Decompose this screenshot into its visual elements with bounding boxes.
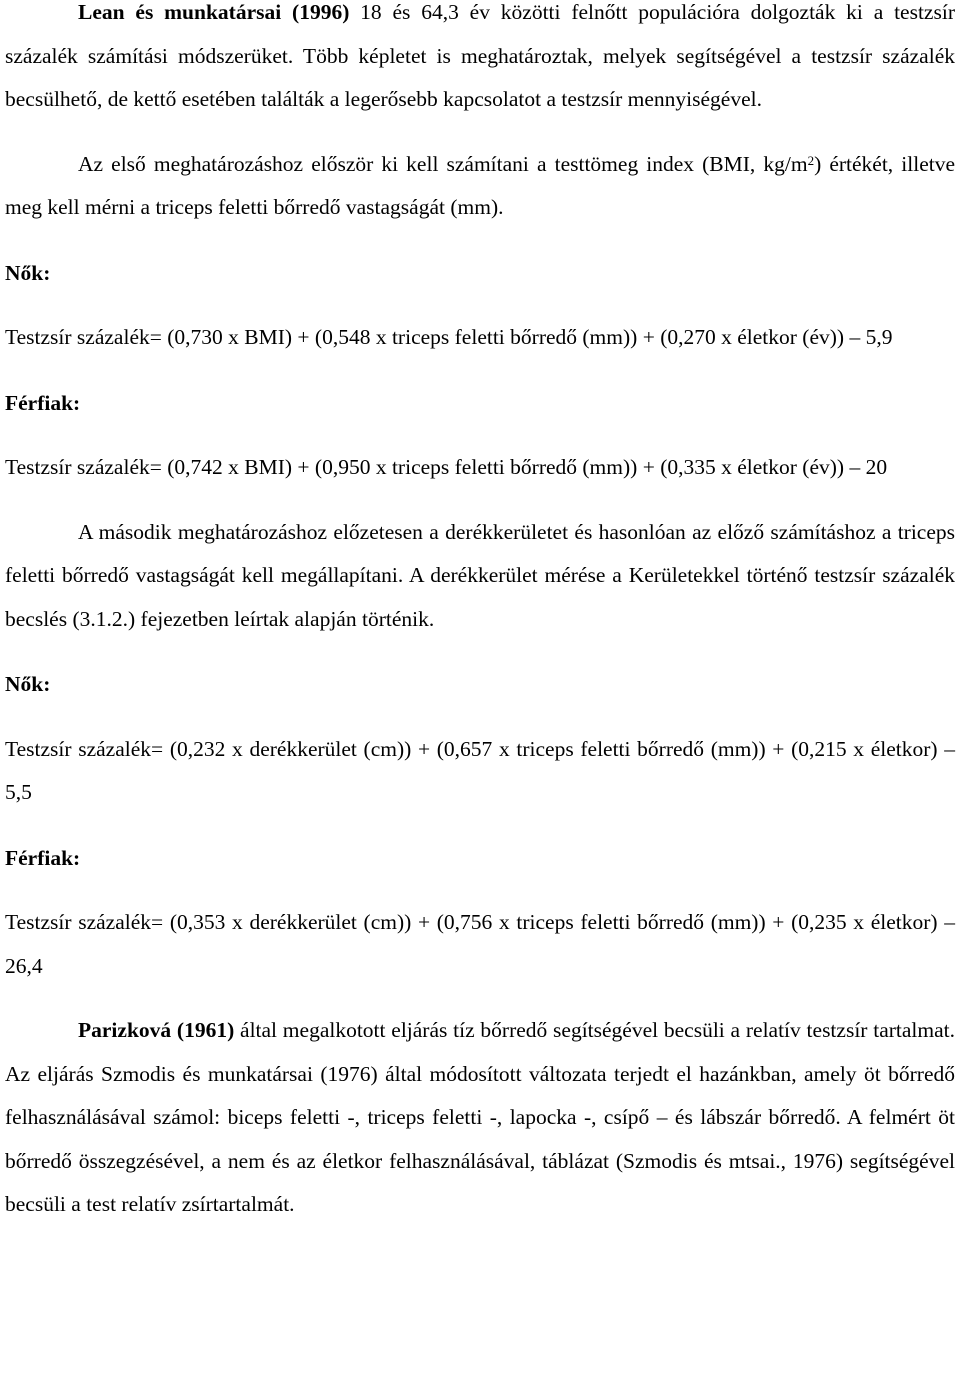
- author-citation-parizkova: Parizková (1961): [78, 1018, 235, 1042]
- women-heading-1: Nők:: [5, 260, 51, 285]
- paragraph-lean: [5, 0, 955, 122]
- author-citation-lean: Lean és munkatársai (1996): [78, 0, 350, 24]
- formula-women-2: Testzsír százalék= (0,232 x derékkerület (cm)) + (0,657 x triceps feletti bőrredő (mm)) + (0,215 x életkor) – 5,5: [5, 736, 955, 804]
- formula-men-1: Testzsír százalék= (0,742 x BMI) + (0,950 x triceps feletti bőrredő (mm)) + (0,335 x életkor (év)) – 20: [5, 455, 888, 479]
- women-heading-2: Nők:: [5, 672, 51, 696]
- paragraph-first-method-text-b: ) értékét, illetve meg kell mérni a triceps feletti bőrredő vastagságát (mm).: [5, 151, 955, 219]
- formula-men-2: Testzsír százalék= (0,353 x derékkerület (cm)) + (0,756 x triceps feletti bőrredő (mm)) + (0,235 x életkor) – 26,4: [5, 910, 955, 978]
- paragraph-first-method-text-a: Az első meghatározáshoz először ki kell számítani a testtömeg index (BMI, kg/m: [78, 151, 808, 176]
- superscript-2: 2: [807, 152, 815, 168]
- paragraph-lean-text: 18 és 64,3 év közötti felnőtt populációra dolgozták ki a testzsír százalék számítási módszerüket. Több képletet is meghatároztak, melyek segítségével a testzsír százalék becsülhető, de kettő esetében találták a legerősebb kapcsolatot a testzsír mennyiségével.: [5, 0, 955, 111]
- paragraph-parizkova: [5, 1009, 955, 1227]
- paragraph-parizkova-text: által megalkotott eljárás tíz bőrredő segítségével becsüli a relatív testzsír tartalmat. Az eljárás Szmodis és munkatársai (1976) által módosított változata terjedt el hazánkban, amely öt bőrredő felhasználásával számol: biceps feletti -, triceps feletti -, lapocka -, csípő – és lábszár bőrredő. A felmért öt bőrredő összegzésével, a nem és az életkor felhasználásával, táblázat (Szmodis és mtsai., 1976) segítségével becsüli a test relatív zsírtartalmát.: [5, 1018, 956, 1216]
- formula-women-1: Testzsír százalék= (0,730 x BMI) + (0,548 x triceps feletti bőrredő (mm)) + (0,270 x életkor (év)) – 5,9: [5, 325, 893, 349]
- paragraph-second-method: A második meghatározáshoz előzetesen a derékkerületet és hasonlóan az előző számításhoz a triceps feletti bőrredő vastagságát kell megállapítani. A derékkerület mérése a Kerületekkel történő testzsír százalék becslés (3.1.2.) fejezetben leírtak alapján történik.: [5, 519, 955, 631]
- document-page: [5, 0, 955, 1227]
- paragraph-first-method: [5, 143, 955, 230]
- men-heading-1: Férfiak:: [5, 390, 81, 415]
- men-heading-2: Férfiak:: [5, 845, 81, 870]
